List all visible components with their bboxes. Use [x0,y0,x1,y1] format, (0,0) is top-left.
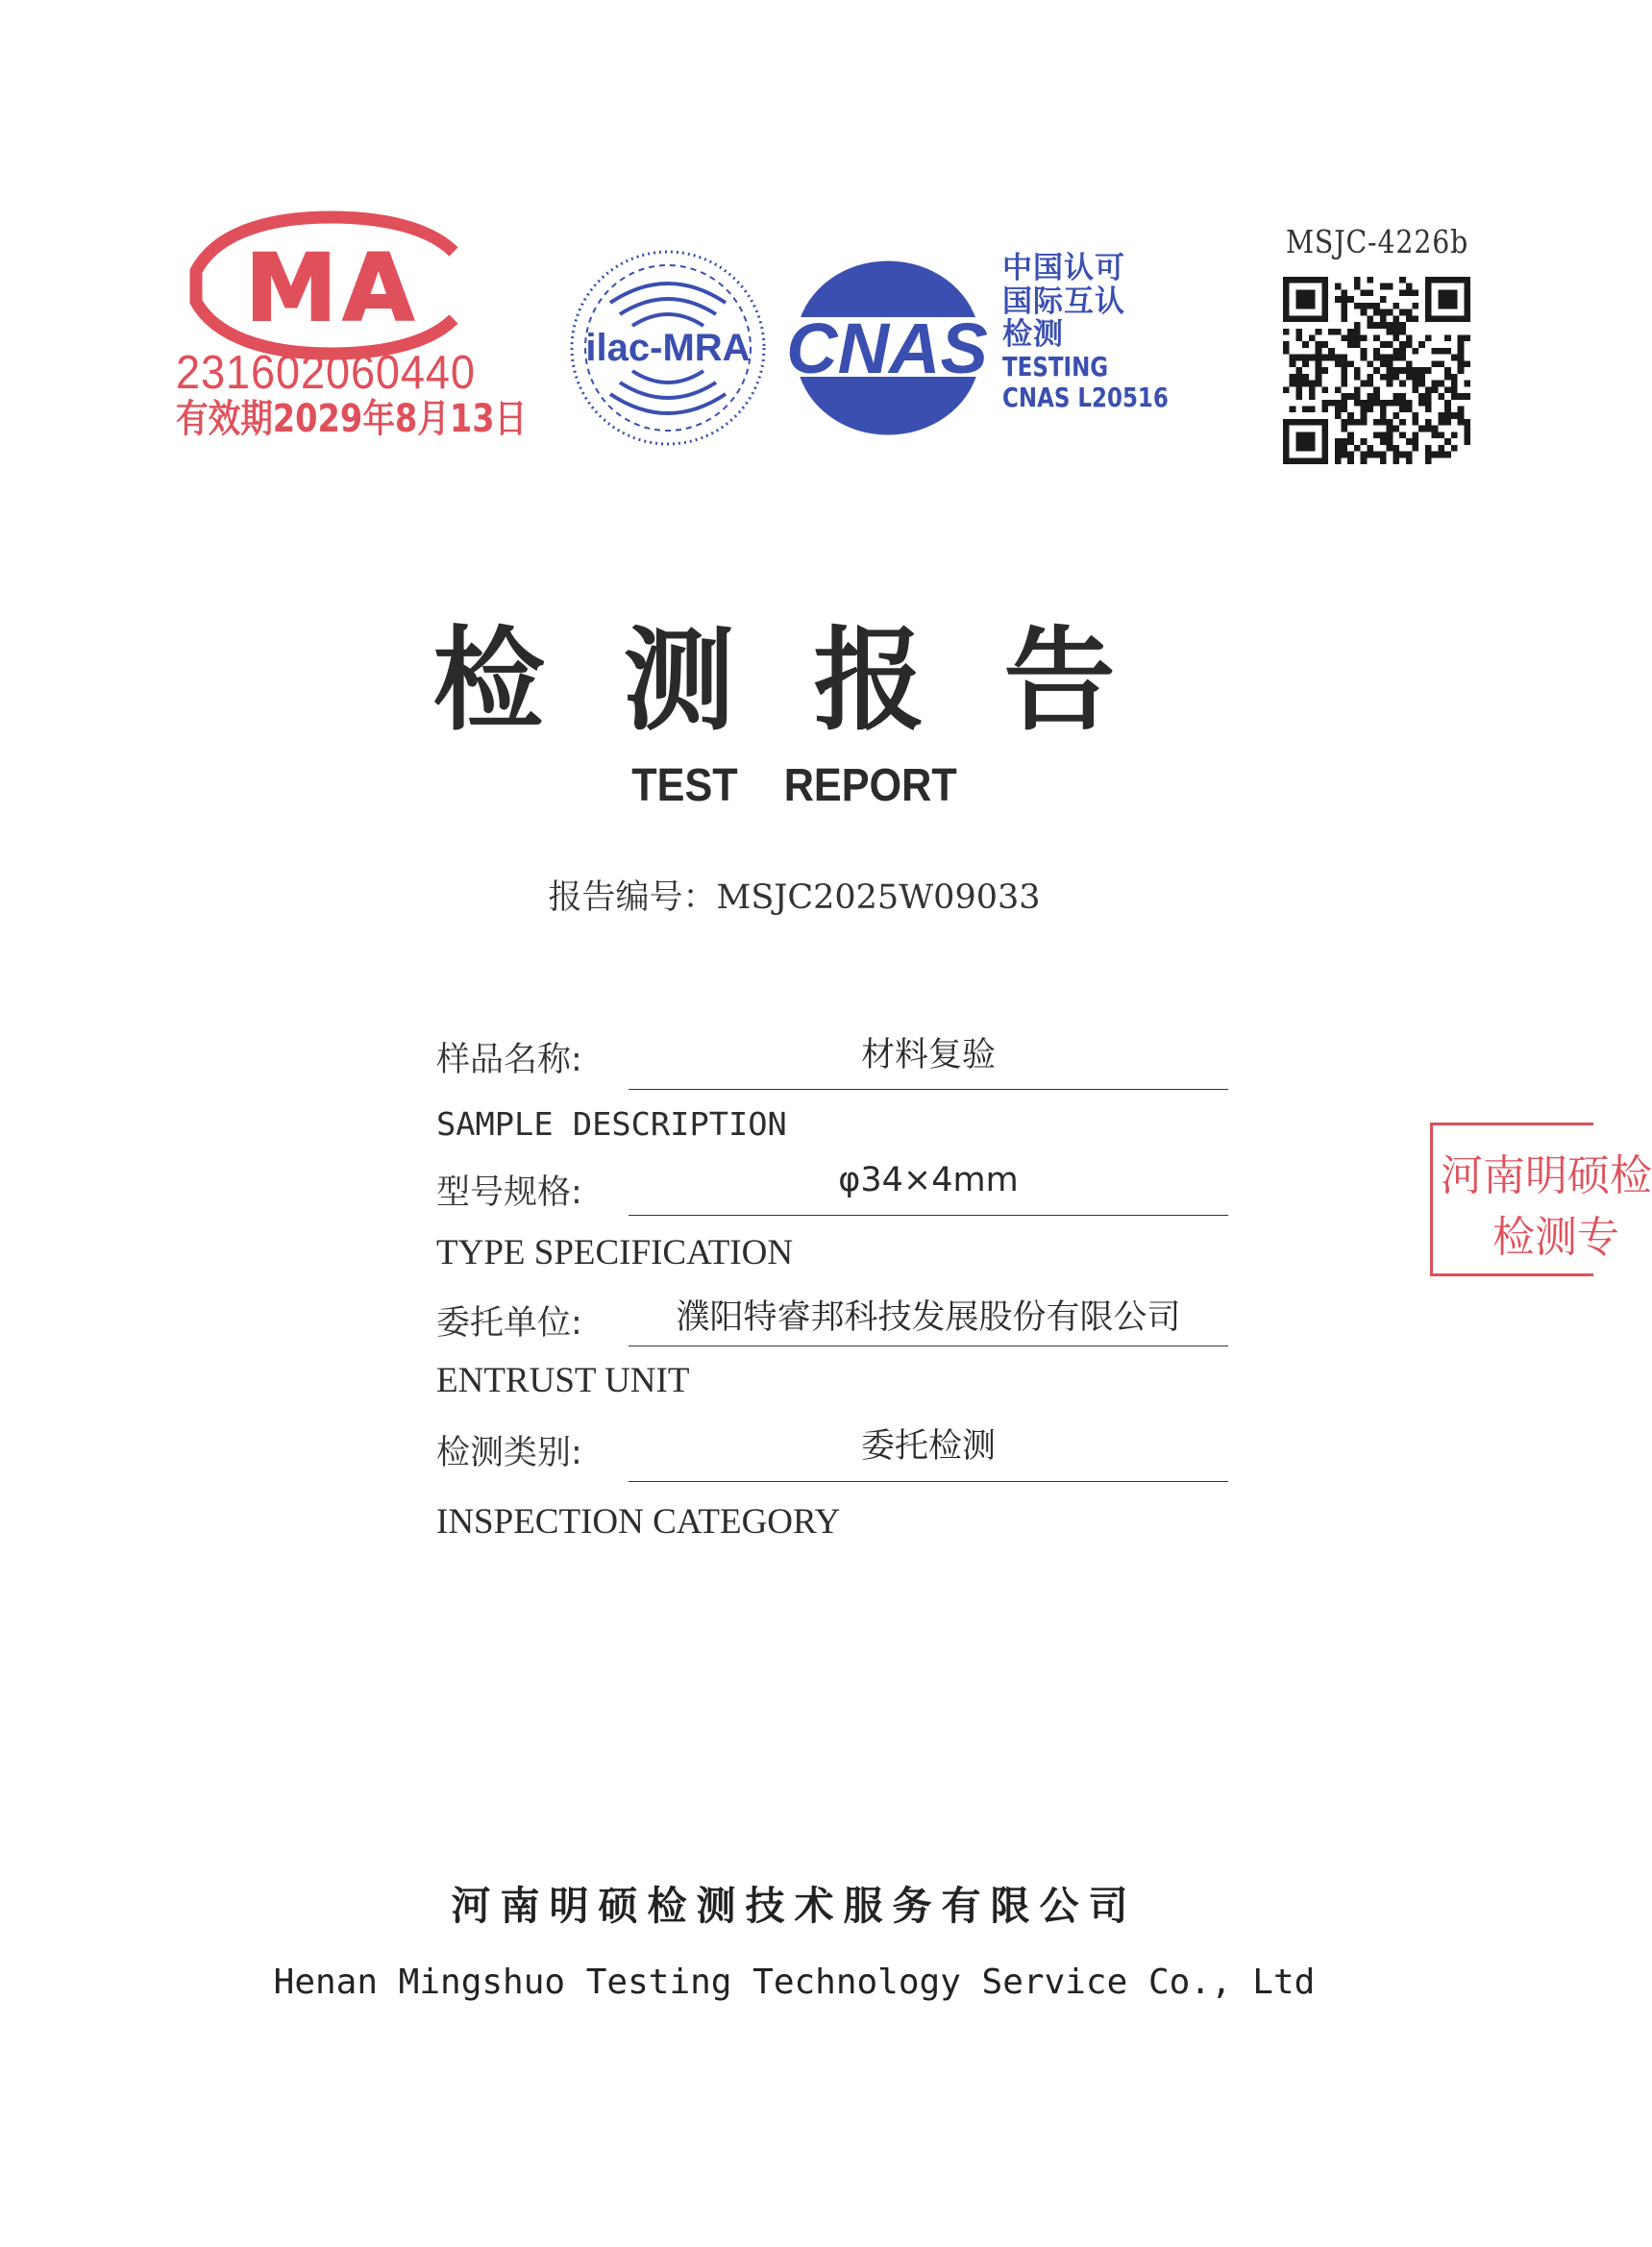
sample-description-label-en: SAMPLE DESCRIPTION [436,1105,787,1143]
cma-seal-logo [188,213,473,358]
svg-text:CNAS: CNAS [786,309,988,388]
report-number-value: MSJC2025W09033 [716,878,1041,917]
cnas-logo [769,259,1005,436]
sample-description-value: 材料复验 [860,1036,996,1074]
company-name-cn: 河南明硕检测技术服务有限公司 [451,1883,1138,1929]
entrust-unit-value: 濮阳特睿邦科技发展股份有限公司 [676,1298,1181,1337]
cnas-line-3: 检测 [1002,317,1064,353]
entrust-unit-label-en: ENTRUST UNIT [436,1361,690,1400]
seal-line-2: 检测专 [1492,1213,1619,1262]
cnas-line-2: 国际互认 [1002,284,1125,319]
seal-line-1: 河南明硕检 [1441,1151,1652,1200]
company-name-en: Henan Mingshuo Testing Technology Service Co., Ltd [273,1963,1316,2002]
report-number-label: 报告编号： [548,878,717,917]
ilac-mra-logo [567,245,769,452]
inspection-category-value: 委托检测 [860,1427,996,1466]
inspection-category-label-cn: 检测类别: [436,1434,582,1472]
cma-validity: 有效期2029年8月13日 [176,397,528,441]
type-specification-underline [629,1215,1228,1216]
cnas-line-5: CNAS L20516 [1002,381,1169,413]
type-specification-label-cn: 型号规格: [436,1173,582,1212]
report-code: MSJC-4226b [1286,223,1469,260]
lab-seal-stamp [1430,1123,1652,1276]
title-cn: 检测报告 [432,615,1195,746]
cnas-accreditation-text [1002,252,1205,412]
title-en: TEST REPORT [631,760,957,811]
inspection-category-label-en: INSPECTION CATEGORY [436,1502,841,1542]
type-specification-value: φ34×4mm [838,1161,1019,1199]
cnas-line-4: TESTING [1002,351,1109,383]
qr-code-icon[interactable] [1283,277,1470,464]
svg-text:ilac-MRA: ilac-MRA [585,327,751,369]
inspection-category-underline [629,1481,1228,1482]
cnas-line-1: 中国认可 [1002,251,1125,285]
entrust-unit-label-cn: 委托单位: [436,1304,582,1343]
sample-description-label-cn: 样品名称: [436,1041,582,1079]
sample-description-underline [629,1089,1228,1090]
cma-number: 231602060440 [176,347,476,399]
type-specification-label-en: TYPE SPECIFICATION [436,1233,794,1272]
report-number [0,871,1589,919]
svg-text:MA: MA [245,235,420,342]
